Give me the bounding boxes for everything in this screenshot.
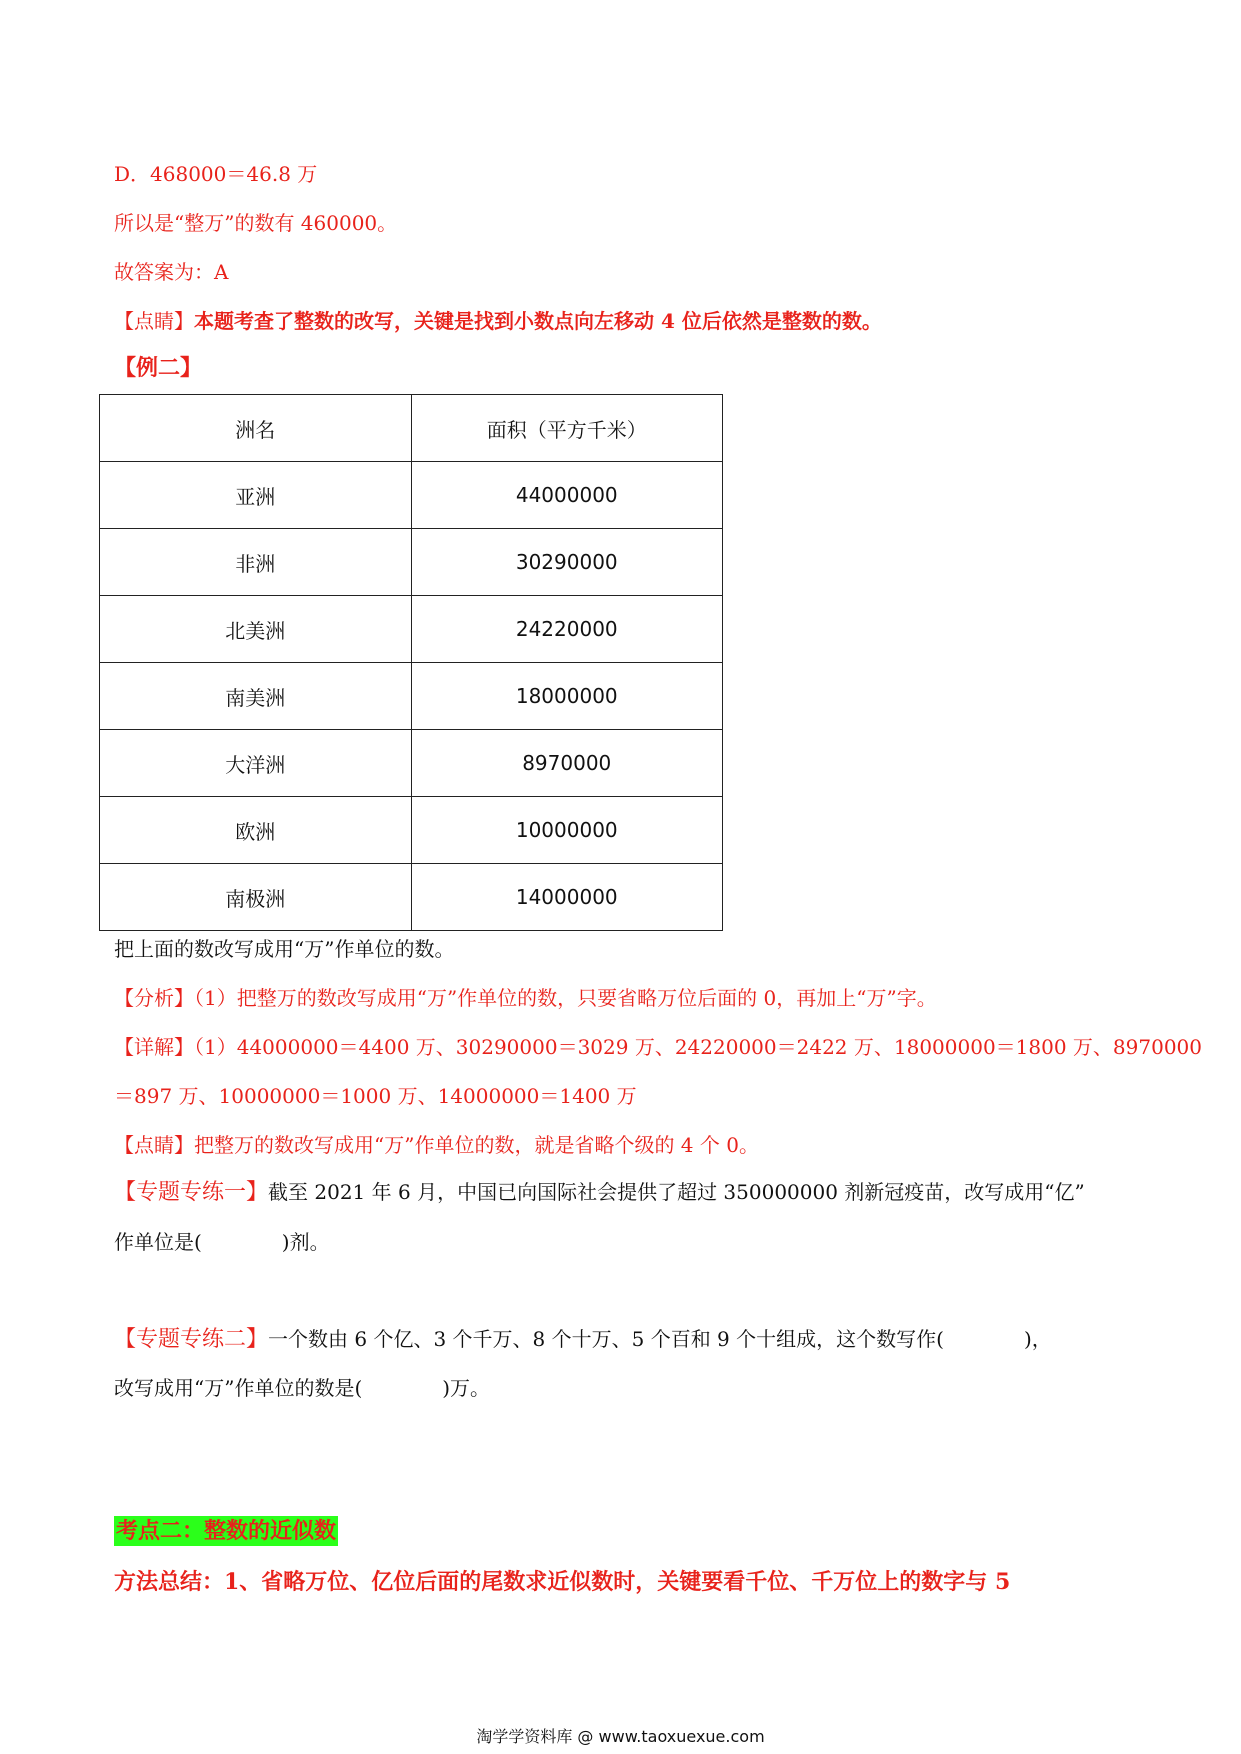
question-line: 把上面的数改写成用“万”作单位的数。: [114, 937, 455, 961]
continent-name-cell: 大洋洲: [100, 730, 412, 797]
tip2-text: 把整万的数改写成用“万”作单位的数，就是省略个级的 4 个 0。: [194, 1133, 759, 1157]
footer-watermark: 淘学学资料库 @ www.taoxuexue.com: [476, 1727, 765, 1746]
table-row: [100, 462, 723, 529]
detail-text-1: （1）44000000＝4400 万、30290000＝3029 万、24220000＝2422 万、18000000＝1800 万、8970000: [194, 1035, 1203, 1059]
table-row: [100, 529, 723, 596]
continent-name-cell: 南美洲: [100, 663, 412, 730]
exercise2-line-2: 改写成用“万”作单位的数是( )万。: [114, 1376, 491, 1400]
table-row: [100, 663, 723, 730]
area-cell: 10000000: [411, 797, 723, 864]
area-cell: 18000000: [411, 663, 723, 730]
table-row: [100, 596, 723, 663]
area-cell: 44000000: [411, 462, 723, 529]
table-header-cell: 洲名: [100, 395, 412, 462]
analysis-text: （1）把整万的数改写成用“万”作单位的数，只要省略万位后面的 0，再加上“万”字。: [194, 986, 937, 1010]
analysis-line: [114, 984, 937, 1012]
table-header-cell: 面积（平方千米）: [411, 395, 723, 462]
exercise2-text-1: 一个数由 6 个亿、3 个千万、8 个十万、5 个百和 9 个十组成，这个数写作( )，: [268, 1327, 1052, 1351]
tip2-tag: 【点睛】: [114, 1133, 194, 1157]
exercise1-line-1: [114, 1178, 1085, 1207]
area-cell: 30290000: [411, 529, 723, 596]
answer-line: 故答案为：A: [114, 260, 229, 284]
continent-area-table: [99, 394, 723, 931]
exercise1-line-2: 作单位是( )剂。: [114, 1230, 330, 1254]
continent-name-cell: 亚洲: [100, 462, 412, 529]
section-title-line: [114, 1517, 338, 1546]
exercise2-line-1: [114, 1325, 1052, 1354]
tip2-line: [114, 1131, 759, 1159]
tip1-text: 本题考查了整数的改写，关键是找到小数点向左移动 4 位后依然是整数的数。: [194, 309, 882, 333]
section-title: 考点二：整数的近似数: [116, 1518, 337, 1544]
table-row: [100, 864, 723, 931]
tip1-line: [114, 307, 882, 335]
exercise1-text-1: 截至 2021 年 6 月，中国已向国际社会提供了超过 350000000 剂新冠疫苗，改写成用“亿”: [268, 1180, 1085, 1204]
continent-name-cell: 南极洲: [100, 864, 412, 931]
method-summary-line: 方法总结：1、省略万位、亿位后面的尾数求近似数时，关键要看千位、千万位上的数字与 5: [114, 1569, 1011, 1595]
example2-heading: 【例二】: [114, 355, 203, 381]
exercise2-tag: 【专题专练二】: [114, 1327, 269, 1352]
area-cell: 8970000: [411, 730, 723, 797]
detail-line-1: [114, 1033, 1202, 1061]
table-header-row: [100, 395, 723, 462]
analysis-tag: 【分析】: [114, 986, 194, 1010]
detail-tag: 【详解】: [114, 1035, 194, 1059]
area-cell: 14000000: [411, 864, 723, 931]
option-d-line: D．468000＝46.8 万: [114, 162, 318, 186]
continent-name-cell: 欧洲: [100, 797, 412, 864]
area-cell: 24220000: [411, 596, 723, 663]
table-row: [100, 730, 723, 797]
detail-line-2: ＝897 万、10000000＝1000 万、14000000＝1400 万: [114, 1084, 637, 1108]
continent-name-cell: 北美洲: [100, 596, 412, 663]
table-row: [100, 797, 723, 864]
conclusion-line: 所以是“整万”的数有 460000。: [114, 211, 398, 235]
tip1-tag: 【点睛】: [114, 309, 194, 333]
continent-name-cell: 非洲: [100, 529, 412, 596]
exercise1-tag: 【专题专练一】: [114, 1180, 269, 1205]
